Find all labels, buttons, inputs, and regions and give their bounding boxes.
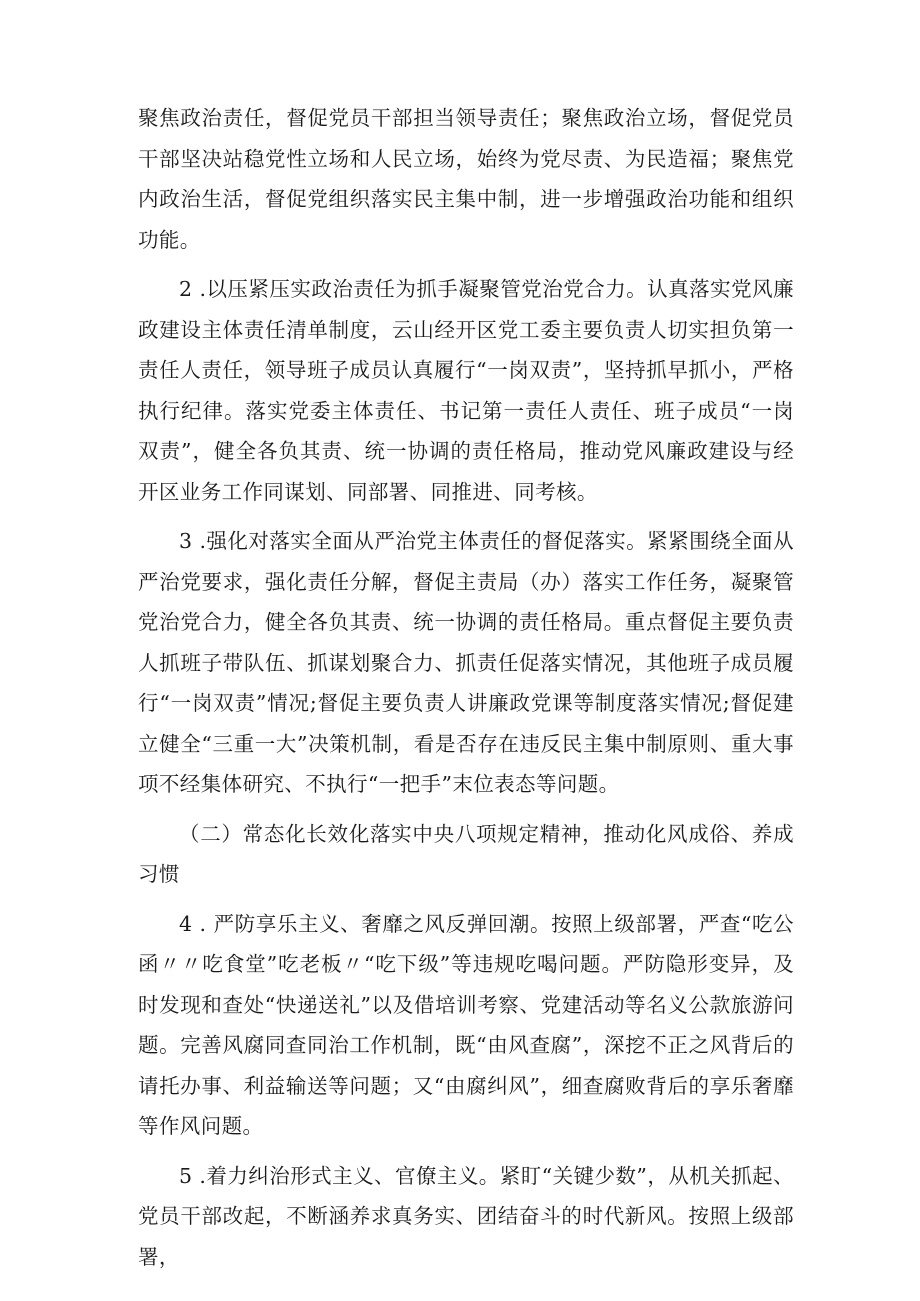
paragraph-item-3: 3 .强化对落实全面从严治党主体责任的督促落实。紧紧围绕全面从严治党要求，强化责任分解，督促主责局（办）落实工作任务，凝聚管党治党合力，健全各负其责、统一协调的责任格局。重点督促主要负责人抓班子带队伍、抓谋划聚合力、抓责任促落实情况，其他班子成员履行“一岗双责”情况;督促主要负责人讲廉政党课等制度落实情况;督促建立健全“三重一大”决策机制，看是否存在违反民主集中制原则、重大事项不经集体研究、不执行“一把手”末位表态等问题。	[138, 529, 794, 796]
paragraph-item-2: 2 .以压紧压实政治责任为抓手凝聚管党治党合力。认真落实党风廉政建设主体责任清单制度，云山经开区党工委主要负责人切实担负第一责任人责任，领导班子成员认真履行“一岗双责”，坚持抓早抓小，严格执行纪律。落实党委主体责任、书记第一责任人责任、班子成员“一岗双责”，健全各负其责、统一协调的责任格局，推动党风廉政建设与经开区业务工作同谋划、同部署、同推进、同考核。	[138, 277, 794, 504]
section-heading-2: （二）常态化长效化落实中央八项规定精神，推动化风成俗、养成习惯	[138, 821, 794, 886]
paragraph-item-5: 5 .着力纠治形式主义、官僚主义。紧盯“关键少数”，从机关抓起、党员干部改起，不断涵养求真务实、团结奋斗的时代新风。按照上级部署，	[138, 1163, 794, 1269]
paragraph-political-focus: 聚焦政治责任，督促党员干部担当领导责任；聚焦政治立场，督促党员干部坚决站稳党性立场和人民立场，始终为党尽责、为民造福；聚焦党内政治生活，督促党组织落实民主集中制，进一步增强政治功能和组织功能。	[138, 106, 794, 252]
paragraph-item-4: 4 . 严防享乐主义、奢靡之风反弹回潮。按照上级部署，严查“吃公函〃〃吃食堂”吃老板〃“吃下级”等违规吃喝问题。严防隐形变异，及时发现和查处“快递送礼”以及借培训考察、党建活动等名义公款旅游问题。完善风腐同查同治工作机制，既“由风查腐”，深挖不正之风背后的请托办事、利益输送等问题；又“由腐纠风”，细查腐败背后的享乐奢靡等作风问题。	[138, 911, 794, 1138]
